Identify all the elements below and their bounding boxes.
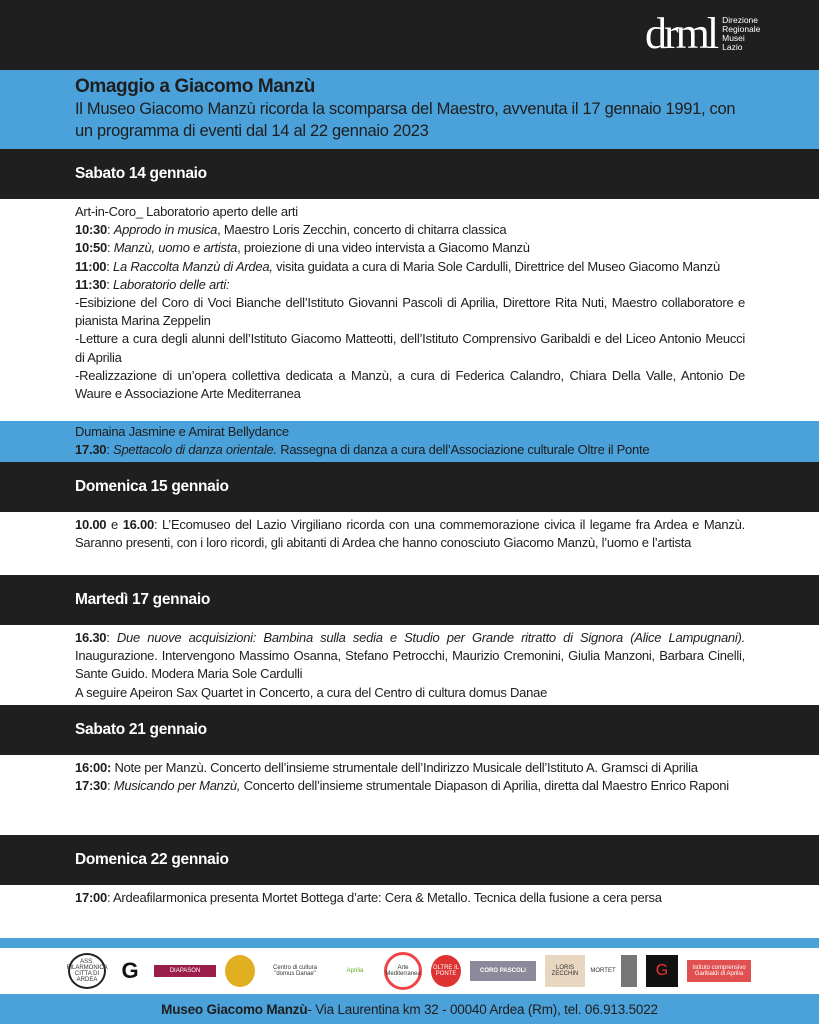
- program-line: 11:30: Laboratorio delle arti:: [75, 276, 230, 292]
- event-time: 17:30: [75, 778, 107, 794]
- program-line: 16.30: Due nuove acquisizioni: Bambina sulla sedia e Studio per Grande ritratto di Signora (Alice Lampugnani). Inaugurazione. Intervengono Massimo Osanna, Stefano Petrocchi, Maurizio Cremonini, Giulia Manzoni, Barbara Cinelli, Sante Guido. Modera Maria Sole Cardulli: [75, 630, 745, 682]
- program-line: [75, 759, 745, 777]
- loris-zecchin-logo: LORIS ZECCHIN: [545, 955, 585, 987]
- domus-danae-logo: Centro di cultura "domus Danae": [272, 965, 318, 977]
- event-time: 16.30: [75, 630, 107, 645]
- line-text: A seguire Apeiron Sax Quartet in Concerto, a cura del Centro di cultura domus Danae: [75, 684, 548, 700]
- program-line: 11:00: La Raccolta Manzù di Ardea, visita guidata a cura di Maria Sole Cardulli, Direttrice del Museo Giacomo Manzù: [75, 258, 720, 274]
- istituto-garibaldi-logo: Istituto comprensivo Garibaldi di Aprilia: [687, 960, 751, 982]
- divider-strip: [0, 938, 819, 948]
- line-text: -Realizzazione di un’opera collettiva dedicata a Manzù, a cura di Federica Calandro, Chiara Della Valle, Antonio De Waure e Associazione Arte Mediterranea: [75, 367, 745, 402]
- day-heading: Sabato 14 gennaio: [0, 149, 819, 199]
- event-title: Manzù, uomo e artista: [113, 240, 238, 256]
- top-bar: [0, 0, 819, 70]
- day-program: [0, 625, 819, 705]
- event-time: 17.30: [75, 442, 107, 458]
- event-time: 10:30: [75, 222, 107, 238]
- line-text: : Ardeafilarmonica presenta Mortet Bottega d’arte: Cera & Metallo. Tecnica della fusione a cera persa: [107, 890, 662, 905]
- program-line: [75, 294, 745, 330]
- diapason-logo: DIAPASON: [154, 965, 216, 977]
- coro-pascoli-logo: CORO PASCOLI: [470, 961, 536, 981]
- program-line: 10:50: Manzù, uomo e artista, proiezione di una video intervista a Giacomo Manzù: [75, 240, 530, 256]
- event-time: 16.00: [122, 517, 154, 532]
- day-program: [0, 512, 819, 575]
- line-text: Concerto dell’insieme strumentale Diapason di Aprilia, diretta dal Maestro Enrico Raponi: [240, 778, 729, 794]
- title-section: [0, 70, 819, 149]
- line-text: -Esibizione del Coro di Voci Bianche dell’Istituto Giovanni Pascoli di Aprilia, Direttore Rita Nuti, Maestro collaboratore e pianista Marina Zeppelin: [75, 295, 745, 329]
- event-time: 16:00:: [75, 760, 112, 775]
- event-title: Spettacolo di danza orientale.: [113, 442, 277, 458]
- event-title: Musicando per Manzù,: [113, 778, 241, 794]
- day-program: [0, 755, 819, 835]
- page-title: Omaggio a Giacomo Manzù: [75, 76, 315, 97]
- event-time: 10:50: [75, 240, 107, 256]
- day-program: [0, 199, 819, 421]
- arte-mediterranea-logo: Arte Mediterranea: [384, 952, 422, 990]
- partner-logos: [0, 948, 819, 994]
- page-subtitle: Il Museo Giacomo Manzù ricorda la scomparsa del Maestro, avvenuta il 17 gennaio 1991, con un programma di eventi dal 14 al 22 gennaio 2023: [75, 100, 736, 140]
- program-line: 17:30: Musicando per Manzù, Concerto dell’insieme strumentale Diapason di Aprilia, diretta dal Maestro Enrico Raponi: [75, 778, 729, 794]
- line-text: visita guidata a cura di Maria Sole Cardulli, Direttrice del Museo Giacomo Manzù: [272, 258, 720, 274]
- footer-museum: Museo Giacomo Manzù: [161, 1001, 308, 1017]
- day-heading: Domenica 15 gennaio: [0, 462, 819, 512]
- event-time: 17:00: [75, 890, 107, 905]
- event-time: 11:00: [75, 258, 107, 274]
- program-line: [75, 423, 745, 441]
- gramsci-logo: G: [121, 958, 139, 983]
- program-line: [75, 367, 745, 403]
- drml-logo: [645, 9, 761, 58]
- garibaldi-green-logo: Aprilia: [346, 968, 364, 974]
- event-title: Due nuove acquisizioni: Bambina sulla sedia e Studio per Grande ritratto di Signora (Alice Lampugnani).: [116, 630, 745, 645]
- oltre-il-ponte-logo: OLTRE IL PONTE: [431, 955, 461, 987]
- logo-mark: drml: [645, 9, 717, 58]
- event-time: 11:30: [75, 276, 107, 292]
- program-line: [75, 516, 745, 552]
- apeiron-logo: G: [646, 955, 678, 987]
- program-line: [75, 684, 745, 702]
- program-line: [75, 203, 745, 221]
- line-text: , Maestro Loris Zecchin, concerto di chitarra classica: [217, 222, 507, 238]
- line-text: Dumaina Jasmine e Amirat Bellydance: [75, 424, 289, 439]
- event-title: Laboratorio delle arti:: [113, 276, 230, 292]
- line-text: Note per Manzù. Concerto dell’insieme strumentale dell’Indirizzo Musicale dell’Istituto A. Gramsci di Aprilia: [111, 760, 698, 775]
- event-title: Approdo in musica: [113, 222, 218, 238]
- day-heading: Domenica 22 gennaio: [0, 835, 819, 885]
- line-text: , proiezione di una video intervista a Giacomo Manzù: [237, 240, 530, 256]
- event-time: 10.00: [75, 517, 107, 532]
- program-line: 17.30: Spettacolo di danza orientale. Rassegna di danza a cura dell’Associazione culturale Oltre il Ponte: [75, 442, 650, 458]
- portrait-logo: [225, 955, 255, 987]
- program-line: 10:30: Approdo in musica, Maestro Loris Zecchin, concerto di chitarra classica: [75, 222, 507, 238]
- line-text: : L’Ecomuseo del Lazio Virgiliano ricorda con una commemorazione civica il legame fra Ardea e Manzù. Saranno presenti, con i loro ricordi, gli abitanti di Ardea che hanno conosciuto Giacomo Manzù, l’uomo e l’artista: [75, 517, 745, 551]
- statue-logo: [621, 955, 637, 987]
- mortet-logo: MORTET: [590, 968, 616, 974]
- line-text: Rassegna di danza a cura dell’Associazione culturale Oltre il Ponte: [276, 442, 650, 458]
- footer-address: - Via Laurentina km 32 - 00040 Ardea (Rm), tel. 06.913.5022: [307, 1001, 658, 1017]
- footer: [0, 994, 819, 1024]
- logo-text: Direzione Regionale Musei Lazio: [722, 15, 761, 52]
- program-line: [75, 330, 745, 366]
- day-heading: Martedì 17 gennaio: [0, 575, 819, 625]
- ardeafilarmonica-logo: ASS. FILARMONICA CITTA DI ARDEA: [68, 953, 106, 989]
- day-heading: Sabato 21 gennaio: [0, 705, 819, 755]
- line-text: e: [106, 517, 123, 532]
- program-line: [75, 889, 745, 907]
- line-text: Art-in-Coro_ Laboratorio aperto delle arti: [75, 204, 298, 219]
- highlight-program: [0, 421, 819, 462]
- day-program: [0, 885, 819, 938]
- line-text: Inaugurazione. Intervengono Massimo Osanna, Stefano Petrocchi, Maurizio Cremonini, Giulia Manzoni, Barbara Cinelli, Sante Guido. Modera Maria Sole Cardulli: [75, 648, 745, 682]
- line-text: -Letture a cura degli alunni dell’Istituto Giacomo Matteotti, dell’Istituto Comprensivo Garibaldi e del Liceo Antonio Meucci di Aprilia: [75, 331, 745, 365]
- event-title: La Raccolta Manzù di Ardea,: [113, 258, 273, 274]
